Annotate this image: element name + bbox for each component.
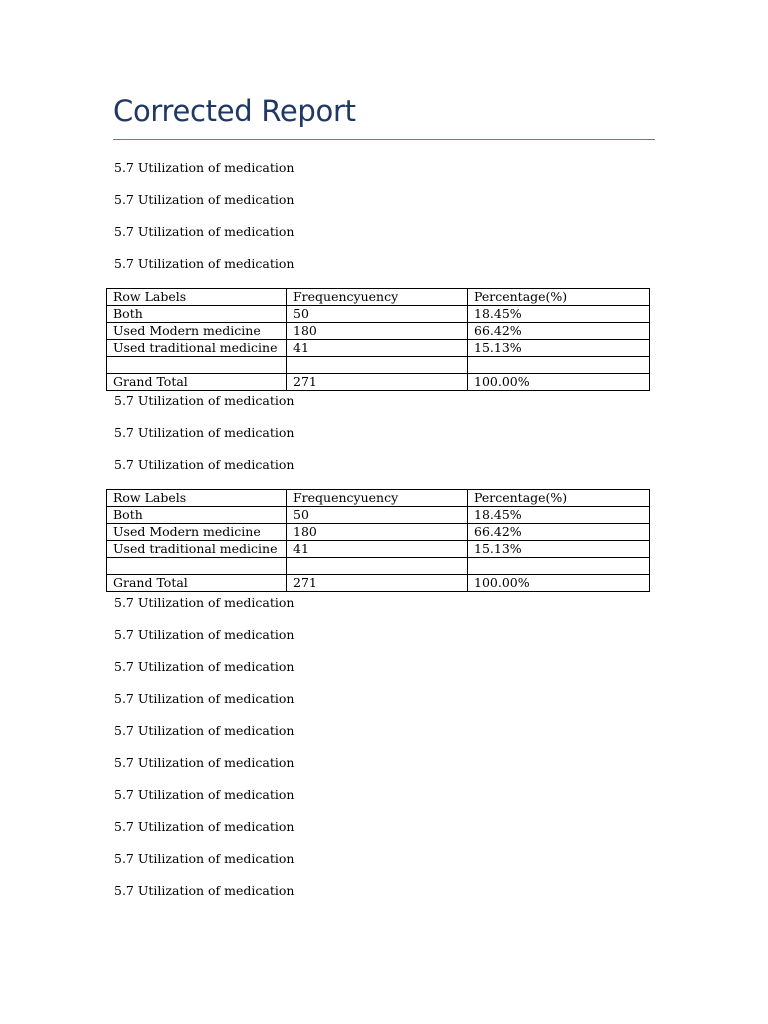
table-cell	[287, 357, 468, 374]
table-cell: 66.42%	[468, 323, 650, 340]
table-cell	[107, 558, 287, 575]
table-cell: 41	[287, 340, 468, 357]
table-cell: 18.45%	[468, 306, 650, 323]
table-row	[107, 541, 650, 558]
section-heading: 5.7 Utilization of medication	[114, 819, 295, 834]
table-row	[107, 507, 650, 524]
table-total-row	[107, 575, 650, 592]
table-cell	[107, 357, 287, 374]
table-cell: 66.42%	[468, 524, 650, 541]
table-cell: Both	[107, 306, 287, 323]
table-cell	[468, 357, 650, 374]
table-cell: Grand Total	[107, 374, 287, 391]
section-heading: 5.7 Utilization of medication	[114, 595, 295, 610]
section-heading: 5.7 Utilization of medication	[114, 659, 295, 674]
table-cell: 100.00%	[468, 374, 650, 391]
table-cell	[468, 558, 650, 575]
table-cell: 271	[287, 374, 468, 391]
document-title: Corrected Report	[113, 94, 356, 128]
section-heading: 5.7 Utilization of medication	[114, 425, 295, 440]
section-heading: 5.7 Utilization of medication	[114, 755, 295, 770]
table-cell: Both	[107, 507, 287, 524]
table-header-cell: Percentage(%)	[468, 289, 650, 306]
table-cell: 180	[287, 524, 468, 541]
table-row	[107, 306, 650, 323]
section-heading: 5.7 Utilization of medication	[114, 160, 295, 175]
table-row-empty	[107, 357, 650, 374]
medication-table	[106, 288, 650, 391]
section-heading: 5.7 Utilization of medication	[114, 787, 295, 802]
section-heading: 5.7 Utilization of medication	[114, 883, 295, 898]
table-cell: 180	[287, 323, 468, 340]
table-cell: 15.13%	[468, 340, 650, 357]
table-row	[107, 323, 650, 340]
table-cell: Used traditional medicine	[107, 340, 287, 357]
table-row	[107, 524, 650, 541]
table-cell: Used traditional medicine	[107, 541, 287, 558]
section-heading: 5.7 Utilization of medication	[114, 691, 295, 706]
table-cell: Used Modern medicine	[107, 524, 287, 541]
section-heading: 5.7 Utilization of medication	[114, 393, 295, 408]
table-header-cell: Row Labels	[107, 490, 287, 507]
table-cell: Used Modern medicine	[107, 323, 287, 340]
section-heading: 5.7 Utilization of medication	[114, 192, 295, 207]
table-header-cell: Percentage(%)	[468, 490, 650, 507]
table-cell: 50	[287, 507, 468, 524]
section-heading: 5.7 Utilization of medication	[114, 224, 295, 239]
table-cell: 15.13%	[468, 541, 650, 558]
table-header-cell: Frequencyuency	[287, 490, 468, 507]
table-header-row	[107, 289, 650, 306]
section-heading: 5.7 Utilization of medication	[114, 457, 295, 472]
table-cell	[287, 558, 468, 575]
table-row-empty	[107, 558, 650, 575]
table-cell: 41	[287, 541, 468, 558]
section-heading: 5.7 Utilization of medication	[114, 851, 295, 866]
table-cell: 100.00%	[468, 575, 650, 592]
section-heading: 5.7 Utilization of medication	[114, 723, 295, 738]
table-cell: 271	[287, 575, 468, 592]
table-total-row	[107, 374, 650, 391]
section-heading: 5.7 Utilization of medication	[114, 627, 295, 642]
table-header-cell: Frequencyuency	[287, 289, 468, 306]
medication-table	[106, 489, 650, 592]
table-cell: 50	[287, 306, 468, 323]
table-cell: Grand Total	[107, 575, 287, 592]
table-header-row	[107, 490, 650, 507]
table-row	[107, 340, 650, 357]
title-underline	[113, 139, 655, 140]
section-heading: 5.7 Utilization of medication	[114, 256, 295, 271]
table-header-cell: Row Labels	[107, 289, 287, 306]
table-cell: 18.45%	[468, 507, 650, 524]
